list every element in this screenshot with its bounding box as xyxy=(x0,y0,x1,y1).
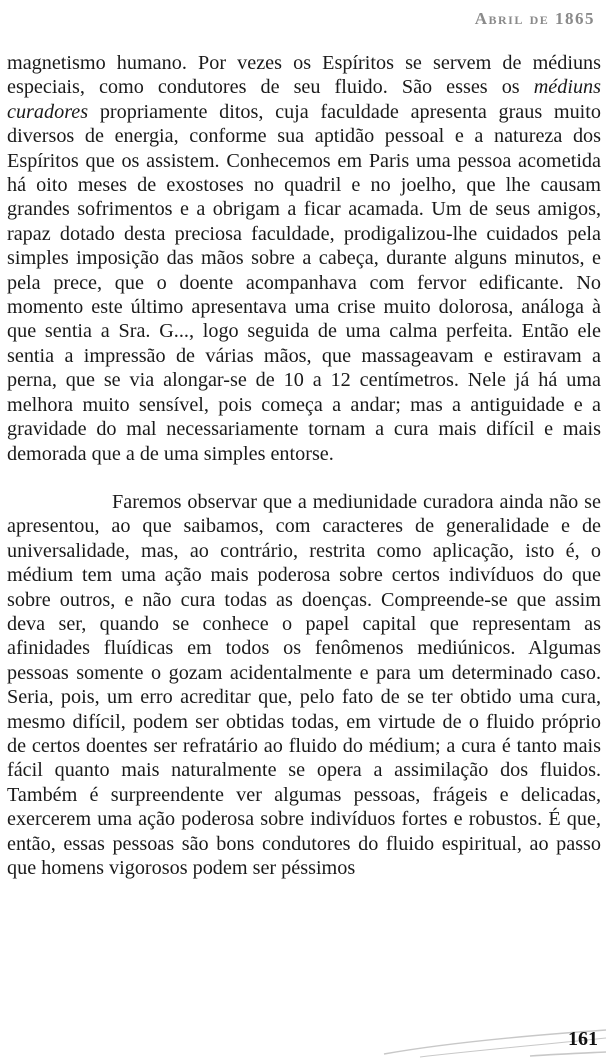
paragraph-1 xyxy=(7,51,601,466)
paragraph-2: Faremos observar que a mediunidade curadora ainda não se apresentou, ao que saibamos, com caracteres de generalidade e de universalidade, mas, ao contrário, restrita como aplicação, isto é, o médium tem uma ação mais poderosa sobre certos indivíduos do que sobre outros, e não cura todas as doenças. Compreende-se que assim deva ser, quando se conhece o papel capital que representam as afinidades fluídicas em todos os fenômenos mediúnicos. Algumas pessoas somente o gozam acidentalmente e para um determinado caso. Seria, pois, um erro acreditar que, pelo fato de se ter obtido uma cura, mesmo difícil, podem ser obtidas todas, em virtude de o fluido próprio de certos doentes ser refratário ao fluido do médium; a cura é tanto mais fácil quanto mais naturalmente se opera a assimilação dos fluidos. Também é surpreendente ver algumas pessoas, frágeis e delicadas, exercerem uma ação poderosa sobre indivíduos fortes e robustos. É que, então, essas pessoas são bons condutores do fluido espiritual, ao passo que homens vigorosos podem ser péssimos xyxy=(7,490,601,879)
page-number: 161 xyxy=(568,1028,598,1050)
running-head: Abril de 1865 xyxy=(474,9,595,28)
paragraph-1-text-start: magnetismo humano. Por vezes os Espíritos se servem de médiuns especiais, como condutores de seu fluido. São esses os xyxy=(7,52,601,99)
body-text xyxy=(7,51,601,880)
paragraph-1-text-end: propriamente ditos, cuja faculdade apresenta graus muito diversos de energia, conforme sua aptidão pessoal e a natureza dos Espíritos que os assistem. Conhecemos em Paris uma pessoa acometida há oito meses de exostoses no quadril e no joelho, que lhe causam grandes sofrimentos e a obrigam a ficar acamada. Um de seus amigos, rapaz dotado desta preciosa faculdade, prodigalizou-lhe cuidados pela simples imposição das mãos sobre a cabeça, durante alguns minutos, e pela prece, que o doente acompanhava com fervor edificante. No momento este último apresentava uma crise muito dolorosa, análoga à que sentia a Sra. G..., logo seguida de uma calma perfeita. Então ele sentia a impressão de várias mãos, que massageavam e estiravam a perna, que se via alongar-se de 10 a 12 centímetros. Nele já há uma melhora muito sensível, pois começa a andar; mas a antiguidade e a gravidade do mal necessariamente tornam a cura mais difícil e mais demorada que a de uma simples entorse. xyxy=(7,100,601,465)
paragraph-1-italic-term: médiuns curadores xyxy=(7,76,601,123)
